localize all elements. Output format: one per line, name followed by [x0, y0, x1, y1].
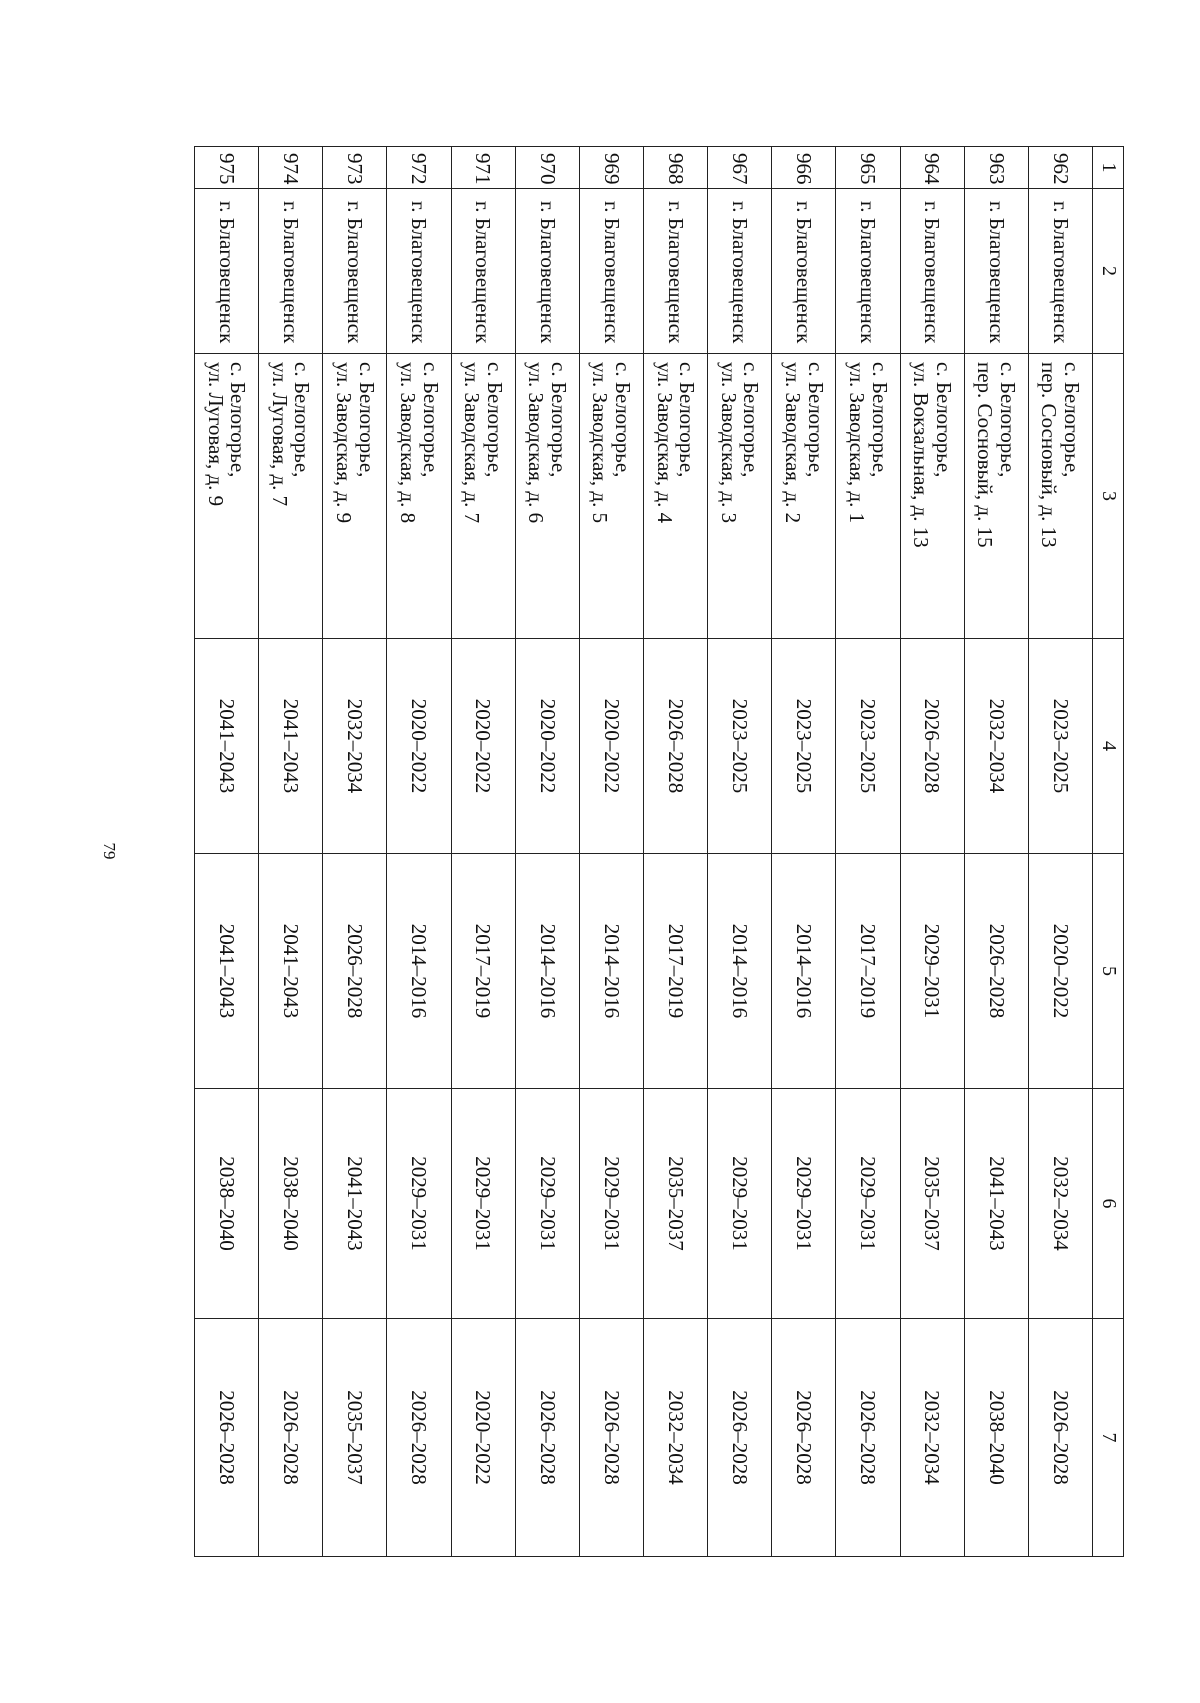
period-col-7: 2026–2028: [836, 1319, 900, 1557]
address-line-2: пер. Сосновый, д. 15: [973, 362, 998, 548]
period-col-5: 2014–2016: [579, 854, 643, 1089]
address-line-1: с. Белогорье,: [482, 362, 507, 478]
column-header-1: 1: [1093, 147, 1124, 189]
period-col-5: 2014–2016: [772, 854, 836, 1089]
period-col-7: 2026–2028: [772, 1319, 836, 1557]
period-col-6: 2029–2031: [708, 1089, 772, 1319]
column-header-4: 4: [1093, 639, 1124, 854]
period-col-6: 2029–2031: [451, 1089, 515, 1319]
address-line-2: пер. Сосновый, д. 13: [1037, 362, 1062, 548]
city-cell: г. Благовещенск: [836, 189, 900, 354]
period-col-5: 2017–2019: [644, 854, 708, 1089]
period-col-6: 2029–2031: [772, 1089, 836, 1319]
period-col-4: 2023–2025: [772, 639, 836, 854]
row-number: 965: [836, 147, 900, 189]
address-cell: [1028, 354, 1092, 639]
city-cell: г. Благовещенск: [900, 189, 964, 354]
period-col-7: 2038–2040: [964, 1319, 1028, 1557]
address-line-2: ул. Заводская, д. 9: [331, 362, 356, 524]
period-col-7: 2026–2028: [259, 1319, 323, 1557]
column-header-3: 3: [1093, 354, 1124, 639]
period-col-4: 2032–2034: [323, 639, 387, 854]
period-col-4: 2020–2022: [515, 639, 579, 854]
column-header-5: 5: [1093, 854, 1124, 1089]
city-cell: г. Благовещенск: [515, 189, 579, 354]
address-line-1: с. Белогорье,: [290, 362, 315, 478]
table-header-row: [1093, 147, 1124, 1557]
address-line-2: ул. Заводская, д. 7: [460, 362, 485, 524]
city-cell: г. Благовещенск: [579, 189, 643, 354]
row-number: 966: [772, 147, 836, 189]
period-col-4: 2023–2025: [836, 639, 900, 854]
address-line-2: ул. Заводская, д. 1: [845, 362, 870, 524]
row-number: 974: [259, 147, 323, 189]
address-cell: [772, 354, 836, 639]
row-number: 975: [195, 147, 259, 189]
period-col-6: 2029–2031: [387, 1089, 451, 1319]
address-line-2: ул. Заводская, д. 2: [780, 362, 805, 524]
schedule-table-rotated: [194, 146, 1124, 1556]
period-col-4: 2023–2025: [708, 639, 772, 854]
period-col-5: 2014–2016: [708, 854, 772, 1089]
address-line-1: с. Белогорье,: [739, 362, 764, 478]
period-col-5: 2041–2043: [259, 854, 323, 1089]
period-col-5: 2026–2028: [964, 854, 1028, 1089]
table-row: [451, 147, 515, 1557]
city-cell: г. Благовещенск: [451, 189, 515, 354]
city-cell: г. Благовещенск: [1028, 189, 1092, 354]
address-cell: [579, 354, 643, 639]
period-col-7: 2026–2028: [515, 1319, 579, 1557]
table-row: [900, 147, 964, 1557]
address-line-1: с. Белогорье,: [611, 362, 636, 478]
period-col-5: 2029–2031: [900, 854, 964, 1089]
period-col-6: 2029–2031: [515, 1089, 579, 1319]
city-cell: г. Благовещенск: [964, 189, 1028, 354]
period-col-7: 2020–2022: [451, 1319, 515, 1557]
address-cell: [387, 354, 451, 639]
period-col-4: 2020–2022: [387, 639, 451, 854]
table-row: [1028, 147, 1092, 1557]
row-number: 963: [964, 147, 1028, 189]
row-number: 964: [900, 147, 964, 189]
city-cell: г. Благовещенск: [644, 189, 708, 354]
address-cell: [259, 354, 323, 639]
period-col-7: 2026–2028: [195, 1319, 259, 1557]
table-row: [708, 147, 772, 1557]
period-col-5: 2026–2028: [323, 854, 387, 1089]
period-col-6: 2038–2040: [259, 1089, 323, 1319]
address-line-2: ул. Заводская, д. 6: [524, 362, 549, 524]
address-line-1: с. Белогорье,: [931, 362, 956, 478]
address-line-2: ул. Луговая, д. 7: [267, 362, 292, 507]
table-row: [195, 147, 259, 1557]
period-col-4: 2023–2025: [1028, 639, 1092, 854]
period-col-7: 2035–2037: [323, 1319, 387, 1557]
table-row: [259, 147, 323, 1557]
period-col-6: 2035–2037: [900, 1089, 964, 1319]
period-col-6: 2041–2043: [323, 1089, 387, 1319]
address-line-1: с. Белогорье,: [1060, 362, 1085, 478]
address-line-1: с. Белогорье,: [546, 362, 571, 478]
row-number: 968: [644, 147, 708, 189]
address-line-1: с. Белогорье,: [418, 362, 443, 478]
table-row: [579, 147, 643, 1557]
address-cell: [644, 354, 708, 639]
period-col-4: 2026–2028: [644, 639, 708, 854]
period-col-5: 2017–2019: [836, 854, 900, 1089]
period-col-6: 2029–2031: [579, 1089, 643, 1319]
period-col-4: 2020–2022: [451, 639, 515, 854]
period-col-5: 2014–2016: [515, 854, 579, 1089]
column-header-2: 2: [1093, 189, 1124, 354]
address-line-1: с. Белогорье,: [867, 362, 892, 478]
address-cell: [323, 354, 387, 639]
period-col-4: 2032–2034: [964, 639, 1028, 854]
period-col-5: 2041–2043: [195, 854, 259, 1089]
row-number: 972: [387, 147, 451, 189]
address-cell: [964, 354, 1028, 639]
address-line-1: с. Белогорье,: [995, 362, 1020, 478]
period-col-6: 2038–2040: [195, 1089, 259, 1319]
row-number: 962: [1028, 147, 1092, 189]
schedule-table-wrapper: [194, 146, 1124, 1556]
row-number: 973: [323, 147, 387, 189]
address-cell: [195, 354, 259, 639]
address-line-2: ул. Заводская, д. 8: [396, 362, 421, 524]
period-col-5: 2020–2022: [1028, 854, 1092, 1089]
period-col-6: 2029–2031: [836, 1089, 900, 1319]
period-col-5: 2017–2019: [451, 854, 515, 1089]
address-line-1: с. Белогорье,: [354, 362, 379, 478]
period-col-7: 2032–2034: [900, 1319, 964, 1557]
column-header-6: 6: [1093, 1089, 1124, 1319]
address-line-2: ул. Заводская, д. 3: [716, 362, 741, 524]
period-col-4: 2026–2028: [900, 639, 964, 854]
address-cell: [451, 354, 515, 639]
period-col-4: 2020–2022: [579, 639, 643, 854]
page-number: 79: [100, 842, 119, 860]
city-cell: г. Благовещенск: [708, 189, 772, 354]
address-line-2: ул. Вокзальная, д. 13: [909, 362, 934, 548]
city-cell: г. Благовещенск: [323, 189, 387, 354]
row-number: 969: [579, 147, 643, 189]
address-line-2: ул. Заводская, д. 4: [652, 362, 677, 524]
period-col-7: 2026–2028: [1028, 1319, 1092, 1557]
address-cell: [900, 354, 964, 639]
address-line-2: ул. Луговая, д. 9: [203, 362, 228, 507]
period-col-4: 2041–2043: [259, 639, 323, 854]
period-col-7: 2026–2028: [387, 1319, 451, 1557]
city-cell: г. Благовещенск: [772, 189, 836, 354]
city-cell: г. Благовещенск: [259, 189, 323, 354]
address-cell: [836, 354, 900, 639]
address-cell: [515, 354, 579, 639]
table-row: [644, 147, 708, 1557]
city-cell: г. Благовещенск: [387, 189, 451, 354]
period-col-4: 2041–2043: [195, 639, 259, 854]
period-col-7: 2032–2034: [644, 1319, 708, 1557]
city-cell: г. Благовещенск: [195, 189, 259, 354]
table-row: [387, 147, 451, 1557]
period-col-7: 2026–2028: [708, 1319, 772, 1557]
row-number: 970: [515, 147, 579, 189]
table-row: [515, 147, 579, 1557]
address-line-2: ул. Заводская, д. 5: [588, 362, 613, 524]
schedule-table: [194, 146, 1124, 1557]
table-row: [836, 147, 900, 1557]
address-cell: [708, 354, 772, 639]
period-col-6: 2035–2037: [644, 1089, 708, 1319]
table-row: [772, 147, 836, 1557]
period-col-6: 2041–2043: [964, 1089, 1028, 1319]
period-col-6: 2032–2034: [1028, 1089, 1092, 1319]
table-row: [964, 147, 1028, 1557]
period-col-7: 2026–2028: [579, 1319, 643, 1557]
row-number: 967: [708, 147, 772, 189]
table-row: [323, 147, 387, 1557]
column-header-7: 7: [1093, 1319, 1124, 1557]
address-line-1: с. Белогорье,: [803, 362, 828, 478]
row-number: 971: [451, 147, 515, 189]
address-line-1: с. Белогорье,: [226, 362, 251, 478]
address-line-1: с. Белогорье,: [675, 362, 700, 478]
period-col-5: 2014–2016: [387, 854, 451, 1089]
